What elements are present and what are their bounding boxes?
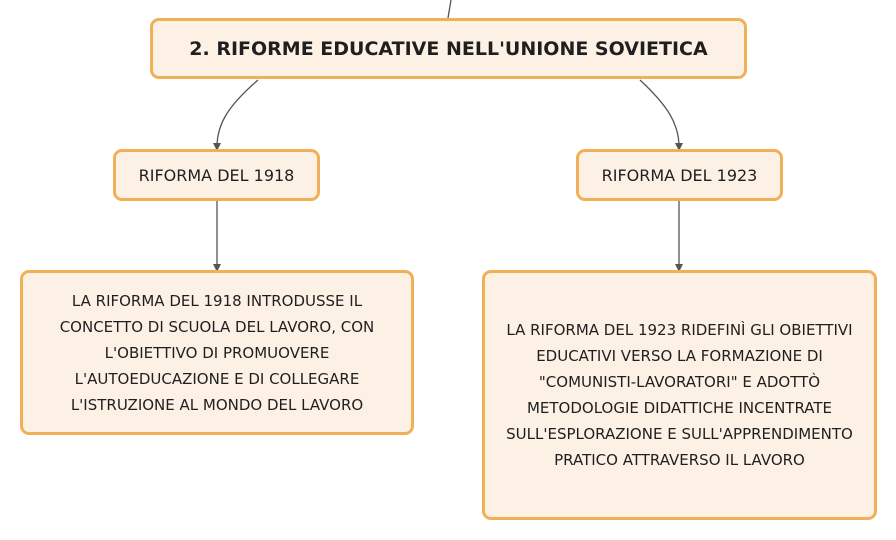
branch-node-riforma-1923[interactable] — [576, 149, 783, 201]
title-node-text: 2. RIFORME EDUCATIVE NELL'UNIONE SOVIETICA — [189, 37, 708, 60]
description-node-text: LA RIFORMA DEL 1923 RIDEFINÌ GLI OBIETTIVI EDUCATIVI VERSO LA FORMAZIONE DI "COMUNISTI-LAVORATORI" E ADOTTÒ METODOLOGIE DIDATTICHE INCENTRATE SULL'ESPLORAZIONE E SULL'APPRENDIMENTO PRATICO ATTRAVERSO IL LAVORO — [506, 321, 853, 469]
branch-node-label: RIFORMA DEL 1923 — [601, 165, 758, 185]
branch-node-riforma-1918[interactable] — [113, 149, 320, 201]
description-node-riforma-1918[interactable] — [20, 270, 414, 435]
description-node-text: LA RIFORMA DEL 1918 INTRODUSSE IL CONCETTO DI SCUOLA DEL LAVORO, CON L'OBIETTIVO DI PROMUOVERE L'AUTOEDUCAZIONE E DI COLLEGARE L'ISTRUZIONE AL MONDO DEL LAVORO — [59, 291, 375, 414]
title-node[interactable] — [150, 18, 747, 79]
connector-title-to-1923 — [640, 80, 679, 147]
connector-parent-to-title — [448, 0, 451, 18]
connector-title-to-1918 — [217, 80, 258, 147]
branch-node-label: RIFORMA DEL 1918 — [138, 165, 295, 185]
description-node-riforma-1923[interactable] — [482, 270, 877, 520]
